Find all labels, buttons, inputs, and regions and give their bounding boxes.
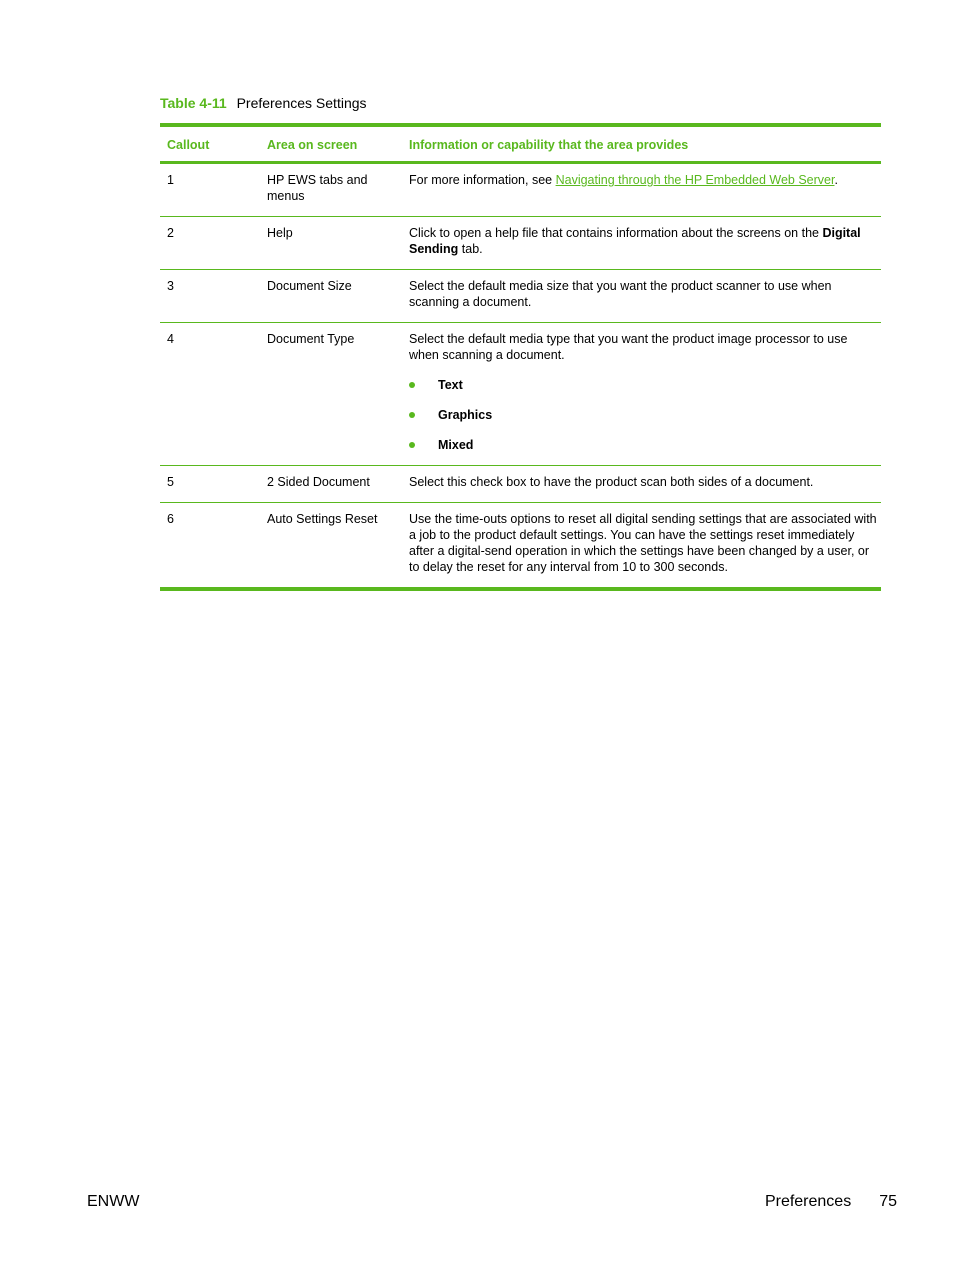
footer-section: Preferences — [764, 1193, 852, 1210]
table-row — [160, 502, 881, 587]
info-bold-text: Digital Sending — [409, 226, 861, 256]
area-cell: Document Size — [267, 279, 352, 293]
bullet-icon — [409, 412, 415, 418]
info-text: For more information, see — [409, 173, 556, 187]
footer-right — [765, 1193, 897, 1211]
header-area: Area on screen — [267, 138, 358, 152]
callout-cell: 4 — [167, 332, 174, 346]
header-info: Information or capability that the area provides — [409, 138, 689, 152]
header-callout: Callout — [167, 138, 210, 152]
info-text: tab. — [458, 242, 483, 256]
info-cell: Select the default media size that you want the product scanner to use when scanning a document. — [409, 279, 832, 309]
area-cell: HP EWS tabs and menus — [267, 173, 368, 203]
table-row — [160, 322, 881, 465]
list-item — [409, 437, 877, 453]
list-item — [409, 377, 877, 393]
preferences-table — [160, 123, 881, 591]
callout-cell: 1 — [167, 173, 174, 187]
table-header-row — [160, 127, 881, 164]
info-cell — [403, 164, 881, 216]
page-number: 75 — [879, 1193, 897, 1210]
info-cell: Select this check box to have the product scan both sides of a document. — [409, 475, 814, 489]
table-number: Table 4-11 — [160, 95, 227, 111]
table-caption — [160, 95, 367, 111]
table-row — [160, 216, 881, 269]
bullet-icon — [409, 442, 415, 448]
bullet-icon — [409, 382, 415, 388]
info-text: . — [834, 173, 838, 187]
callout-cell: 5 — [167, 475, 174, 489]
footer-enww: ENWW — [87, 1193, 140, 1210]
info-cell: Use the time-outs options to reset all digital sending settings that are associated with a job to the product default settings. You can have the settings reset immediately after a digital-send operation in which the settings have been changed by a user, or to delay the reset for any interval from 10 to 300 seconds. — [409, 512, 877, 574]
info-cell — [403, 217, 881, 269]
area-cell: 2 Sided Document — [267, 475, 370, 489]
list-item — [409, 407, 877, 423]
info-text: Click to open a help file that contains information about the screens on the — [409, 226, 823, 240]
callout-cell: 2 — [167, 226, 174, 240]
list-item-label: Mixed — [438, 438, 474, 452]
table-title: Preferences Settings — [236, 95, 367, 111]
list-item-label: Graphics — [438, 408, 493, 422]
area-cell: Help — [267, 226, 293, 240]
callout-cell: 3 — [167, 279, 174, 293]
info-cell — [403, 323, 881, 465]
ews-navigation-link[interactable]: Navigating through the HP Embedded Web Server — [555, 173, 835, 187]
area-cell: Auto Settings Reset — [267, 512, 378, 526]
info-text: Select the default media type that you want the product image processor to use when scanning a document. — [409, 332, 848, 362]
callout-cell: 6 — [167, 512, 174, 526]
table-row — [160, 465, 881, 502]
list-item-label: Text — [438, 378, 463, 392]
table-row — [160, 164, 881, 216]
table-row — [160, 269, 881, 322]
document-type-list — [409, 377, 877, 453]
area-cell: Document Type — [267, 332, 355, 346]
